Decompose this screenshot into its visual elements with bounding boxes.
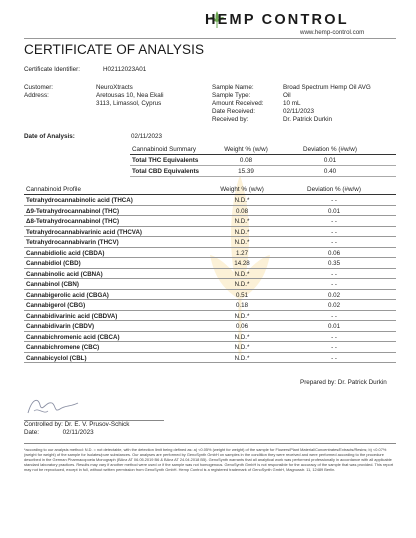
- profile-row-deviation: - -: [331, 281, 337, 288]
- summary-row-thc-name: Total THC Equivalents: [132, 157, 199, 164]
- profile-row-name: Δ8-Tetrahydrocannabinol (THC): [26, 218, 120, 225]
- profile-row: [24, 206, 396, 217]
- profile-row-deviation: 0.02: [327, 291, 341, 299]
- profile-row: [24, 195, 396, 206]
- profile-row: [24, 248, 396, 259]
- profile-row-weight: 0.08: [235, 207, 249, 215]
- profile-row-deviation: - -: [331, 239, 337, 246]
- certificate-id-value: H02112023A01: [103, 66, 147, 73]
- sample-type-value: Oil: [283, 92, 291, 99]
- profile-row: [24, 279, 396, 290]
- profile-row-name: Cannabichromenic acid (CBCA): [26, 333, 120, 341]
- profile-row-name: Cannabinol (CBN): [26, 281, 79, 288]
- address-line-1: Aretousas 10, Nea Ekali: [96, 92, 164, 99]
- profile-row-name: Cannabidiol (CBD): [26, 260, 81, 267]
- profile-row-weight: N.D.*: [234, 218, 250, 225]
- profile-row-deviation: - -: [331, 270, 337, 278]
- profile-row-weight: 0.18: [235, 302, 249, 309]
- profile-header-name: Cannabinoid Profile: [26, 186, 81, 193]
- customer-label: Customer:: [24, 84, 54, 91]
- footer-divider: [24, 443, 396, 444]
- address-label: Address:: [24, 92, 49, 99]
- profile-row-weight: N.D.*: [234, 197, 250, 204]
- controlled-by: Controlled by: Dr. E. V. Prusov-Schick: [24, 421, 130, 428]
- header-divider: [24, 38, 396, 39]
- profile-row-weight: N.D.*: [234, 281, 250, 288]
- profile-row-weight: N.D.*: [234, 270, 250, 278]
- profile-row-name: Cannabidivarinic acid (CBDVA): [26, 312, 118, 320]
- profile-row-name: Δ9-Tetrahydrocannabinol (THC): [26, 207, 120, 215]
- profile-row-weight: N.D.*: [234, 333, 250, 341]
- profile-row-deviation: - -: [331, 218, 337, 225]
- profile-row: [24, 300, 396, 311]
- sample-name-label: Sample Name:: [212, 84, 254, 91]
- summary-row-cbd-deviation: 0.40: [323, 168, 337, 175]
- profile-row-deviation: 0.06: [327, 249, 341, 257]
- profile-row-deviation: - -: [331, 228, 337, 236]
- address-line-2: 3113, Limassol, Cyprus: [96, 100, 162, 107]
- profile-row-deviation: 0.01: [327, 207, 341, 215]
- profile-row: [24, 311, 396, 322]
- profile-row: [24, 353, 396, 364]
- amount-received-value: 10 mL: [283, 100, 301, 107]
- profile-row: [24, 290, 396, 301]
- customer-value: NeuroXtracts: [96, 84, 133, 91]
- date-received-label: Date Received:: [212, 108, 256, 115]
- date-received-value: 02/11/2023: [283, 108, 315, 115]
- profile-row: [24, 216, 396, 227]
- footnote-text: *according to our analysis method: N.D. = not detectable, with the detection limit being defined as: a) <0.05% (weight for weight) of the sample for Flowers/Plant Material/Concentrates/Extracts/Resins; b) <0.07% (weight for weight) of the sample for Isolates/pure substances. Our analyses are performed by GenoSynth GmbH on samples in the condition they were received and were performed according to the procedure described in the German Pharmacopoeia Monograph (BAnz AT 06.05.2019 B6 & BAnz AT 24.04.2018 B5). GenoSynth warrants that all analytical work was performed professionally in accordance with all applicable standard laboratory practices. Results may vary if another method were used or if the sample was not homogenous. GenoSynth GmbH is not responsible for the accuracy of the sample that was provided. This report may not be reproduced, except in full, without written permission from GenoSynth GmbH. Hemp Control is a registered trademark of GenoSynth GmbH, Magnusstr. 11, 12489 Berlin.: [24, 447, 394, 473]
- brand-name: HEMP CONTROL: [205, 12, 349, 28]
- profile-row-name: Tetrahydrocannabinolic acid (THCA): [26, 197, 133, 204]
- profile-row-deviation: 0.01: [327, 323, 341, 330]
- profile-row-deviation: - -: [331, 354, 337, 362]
- profile-row: [24, 342, 396, 353]
- summary-row-thc-deviation: 0.01: [323, 157, 337, 164]
- summary-header-deviation: Deviation % (#w/w): [303, 146, 357, 153]
- profile-row: [24, 227, 396, 238]
- profile-row-weight: N.D.*: [234, 344, 250, 351]
- certificate-id-label: Certificate Identifier:: [24, 66, 80, 73]
- summary-header-name: Cannabinoid Summary: [132, 146, 197, 153]
- sample-name-value: Broad Spectrum Hemp Oil AVG: [283, 84, 371, 91]
- sample-type-label: Sample Type:: [212, 92, 251, 99]
- profile-row: [24, 269, 396, 280]
- website-url[interactable]: www.hemp-control.com: [300, 29, 365, 36]
- signoff-date-value: 02/11/2023: [62, 429, 94, 436]
- amount-received-label: Amount Received:: [212, 100, 264, 107]
- profile-row-name: Tetrahydrocannabivarin (THCV): [26, 239, 119, 246]
- profile-row-weight: N.D.*: [234, 228, 250, 236]
- profile-row-deviation: - -: [331, 312, 337, 320]
- profile-row: [24, 321, 396, 332]
- received-by-label: Received by:: [212, 116, 249, 123]
- profile-row-deviation: - -: [331, 197, 337, 204]
- handwritten-signature: [24, 393, 84, 419]
- profile-header-weight: Weight % (w/w): [220, 186, 264, 193]
- profile-row-weight: N.D.*: [234, 239, 250, 246]
- signoff-date: [24, 429, 94, 436]
- profile-row-name: Cannabidivarin (CBDV): [26, 323, 95, 330]
- summary-row-thc-weight: 0.08: [239, 157, 253, 164]
- profile-row-name: Cannabigerol (CBG): [26, 302, 86, 309]
- received-by-value: Dr. Patrick Durkin: [283, 116, 332, 123]
- summary-row-divider: [130, 165, 396, 166]
- profile-row-deviation: 0.35: [327, 260, 341, 267]
- prepared-by: Prepared by: Dr. Patrick Durkin: [300, 379, 387, 386]
- profile-row-name: Cannabicyclol (CBL): [26, 354, 87, 362]
- profile-row: [24, 332, 396, 343]
- summary-row-cbd-weight: 15.39: [238, 168, 254, 175]
- summary-row-divider: [130, 176, 396, 177]
- profile-row-weight: 1.27: [235, 249, 249, 257]
- profile-row-deviation: - -: [331, 344, 337, 351]
- analysis-date-value: 02/11/2023: [131, 133, 163, 140]
- profile-row: [24, 258, 396, 269]
- profile-row-weight: 0.51: [235, 291, 249, 299]
- profile-row-name: Tetrahydrocannabivarinic acid (THCVA): [26, 228, 142, 236]
- summary-row-cbd-name: Total CBD Equivalents: [132, 168, 200, 175]
- profile-row-weight: 0.06: [235, 323, 249, 330]
- summary-header-rule: [130, 154, 396, 155]
- profile-row-weight: N.D.*: [234, 354, 250, 362]
- signoff-date-label: Date:: [24, 429, 40, 436]
- profile-row-name: Cannabinolic acid (CBNA): [26, 270, 103, 278]
- profile-row-name: Cannabichromene (CBC): [26, 344, 100, 351]
- profile-row: [24, 237, 396, 248]
- profile-row-name: Cannabidiolic acid (CBDA): [26, 249, 105, 257]
- profile-row-deviation: - -: [331, 333, 337, 341]
- profile-row-weight: N.D.*: [234, 312, 250, 320]
- profile-header-deviation: Deviation % (#w/w): [307, 186, 361, 193]
- profile-row-deviation: 0.02: [327, 302, 341, 309]
- profile-row-name: Cannabigerolic acid (CBGA): [26, 291, 109, 299]
- profile-row-weight: 14.28: [234, 260, 250, 267]
- document-title: CERTIFICATE OF ANALYSIS: [24, 42, 205, 57]
- summary-header-weight: Weight % (w/w): [224, 146, 268, 153]
- analysis-date-label: Date of Analysis:: [24, 133, 75, 140]
